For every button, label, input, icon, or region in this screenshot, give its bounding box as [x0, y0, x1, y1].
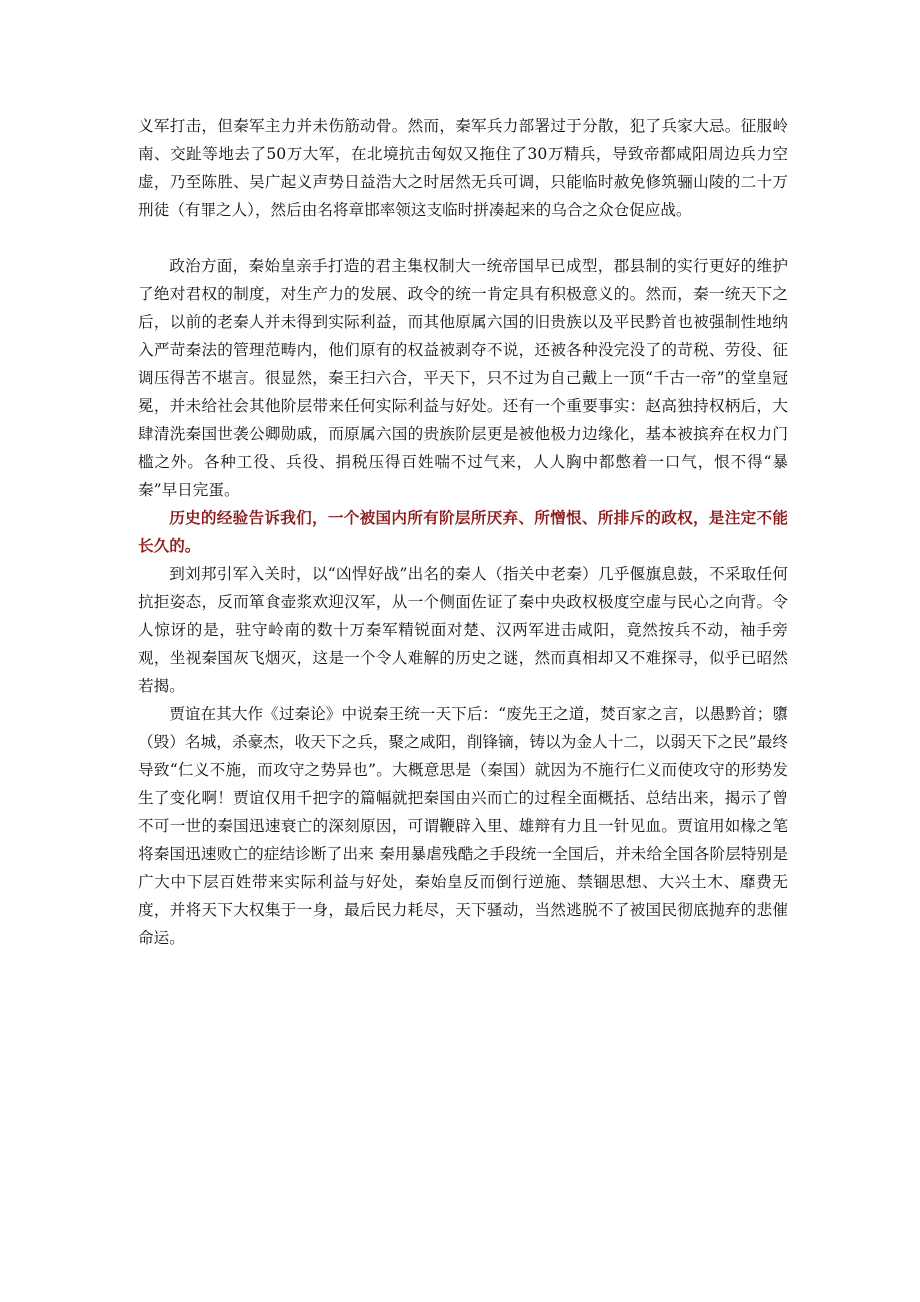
- paragraph-military: 义军打击，但秦军主力并未伤筋动骨。然而，秦军兵力部署过于分散，犯了兵家大忌。征服岭南、交趾等地去了50万大军，在北境抗击匈奴又拖住了30万精兵，导致帝都咸阳周边兵力空虚，乃至陈胜、吴广起义声势日益浩大之时居然无兵可调，只能临时赦免修筑骊山陵的二十万刑徒（有罪之人），然后由名将章邯率领这支临时拼凑起来的乌合之众仓促应战。: [138, 117, 788, 219]
- paragraph-jia-yi: 贾谊在其大作《过秦论》中说秦王统一天下后：“废先王之道，焚百家之言，以愚黔首；隳（毁）名城，杀豪杰，收天下之兵，聚之咸阳，削锋镝，铸以为金人十二，以弱天下之民”最终导致“仁义不施，而攻守之势异也”。大概意思是（秦国）就因为不施行仁义而使攻守的形势发生了变化啊！贾谊仅用千把字的篇幅就把秦国由兴而亡的过程全面概括、总结出来，揭示了曾不可一世的秦国迅速衰亡的深刻原因，可谓鞭辟入里、雄辩有力且一针见血。贾谊用如椽之笔将秦国迅速败亡的症结诊断了出来 秦用暴虐残酷之手段统一全国后，并未给全国各阶层特别是广大中下层百姓带来实际利益与好处，秦始皇反而倒行逆施、禁锢思想、大兴土木、靡费无度，并将天下大权集于一身，最后民力耗尽，天下骚动，当然逃脱不了被国民彻底抛弃的悲催命运。: [138, 705, 788, 947]
- paragraph-liu-bang: 到刘邦引军入关时，以“凶悍好战”出名的秦人（指关中老秦）几乎偃旗息鼓，不采取任何抗拒姿态，反而箪食壶浆欢迎汉军，从一个侧面佐证了秦中央政权极度空虚与民心之向背。令人惊讶的是，驻守岭南的数十万秦军精锐面对楚、汉两军进击咸阳，竟然按兵不动，袖手旁观，坐视秦国灰飞烟灭，这是一个令人难解的历史之谜，然而真相却又不难探寻，似乎已昭然若揭。: [138, 565, 788, 695]
- paragraph-historical-lesson: 历史的经验告诉我们，一个被国内所有阶层所厌弃、所憎恨、所排斥的政权，是注定不能长久的。: [138, 508, 788, 555]
- paragraph-spacer: [138, 224, 788, 252]
- paragraph-politics: 政治方面，秦始皇亲手打造的君主集权制大一统帝国早已成型，郡县制的实行更好的维护了绝对君权的制度，对生产力的发展、政令的统一肯定具有积极意义的。然而，秦一统天下之后，以前的老秦人并未得到实际利益，而其他原属六国的旧贵族以及平民黔首也被强制性地纳入严苛秦法的管理范畴内，他们原有的权益被剥夺不说，还被各种没完没了的苛税、劳役、征调压得苦不堪言。很显然，秦王扫六合，平天下，只不过为自己戴上一顶“千古一帝”的堂皇冠冕，并未给社会其他阶层带来任何实际利益与好处。还有一个重要事实：赵高独持权柄后，大肆清洗秦国世袭公卿勋戚，而原属六国的贵族阶层更是被他极力边缘化，基本被摈弃在权力门槛之外。各种工役、兵役、捐税压得百姓喘不过气来，人人胸中都憋着一口气，恨不得“暴秦”早日完蛋。: [138, 257, 788, 499]
- document-body: [138, 112, 788, 952]
